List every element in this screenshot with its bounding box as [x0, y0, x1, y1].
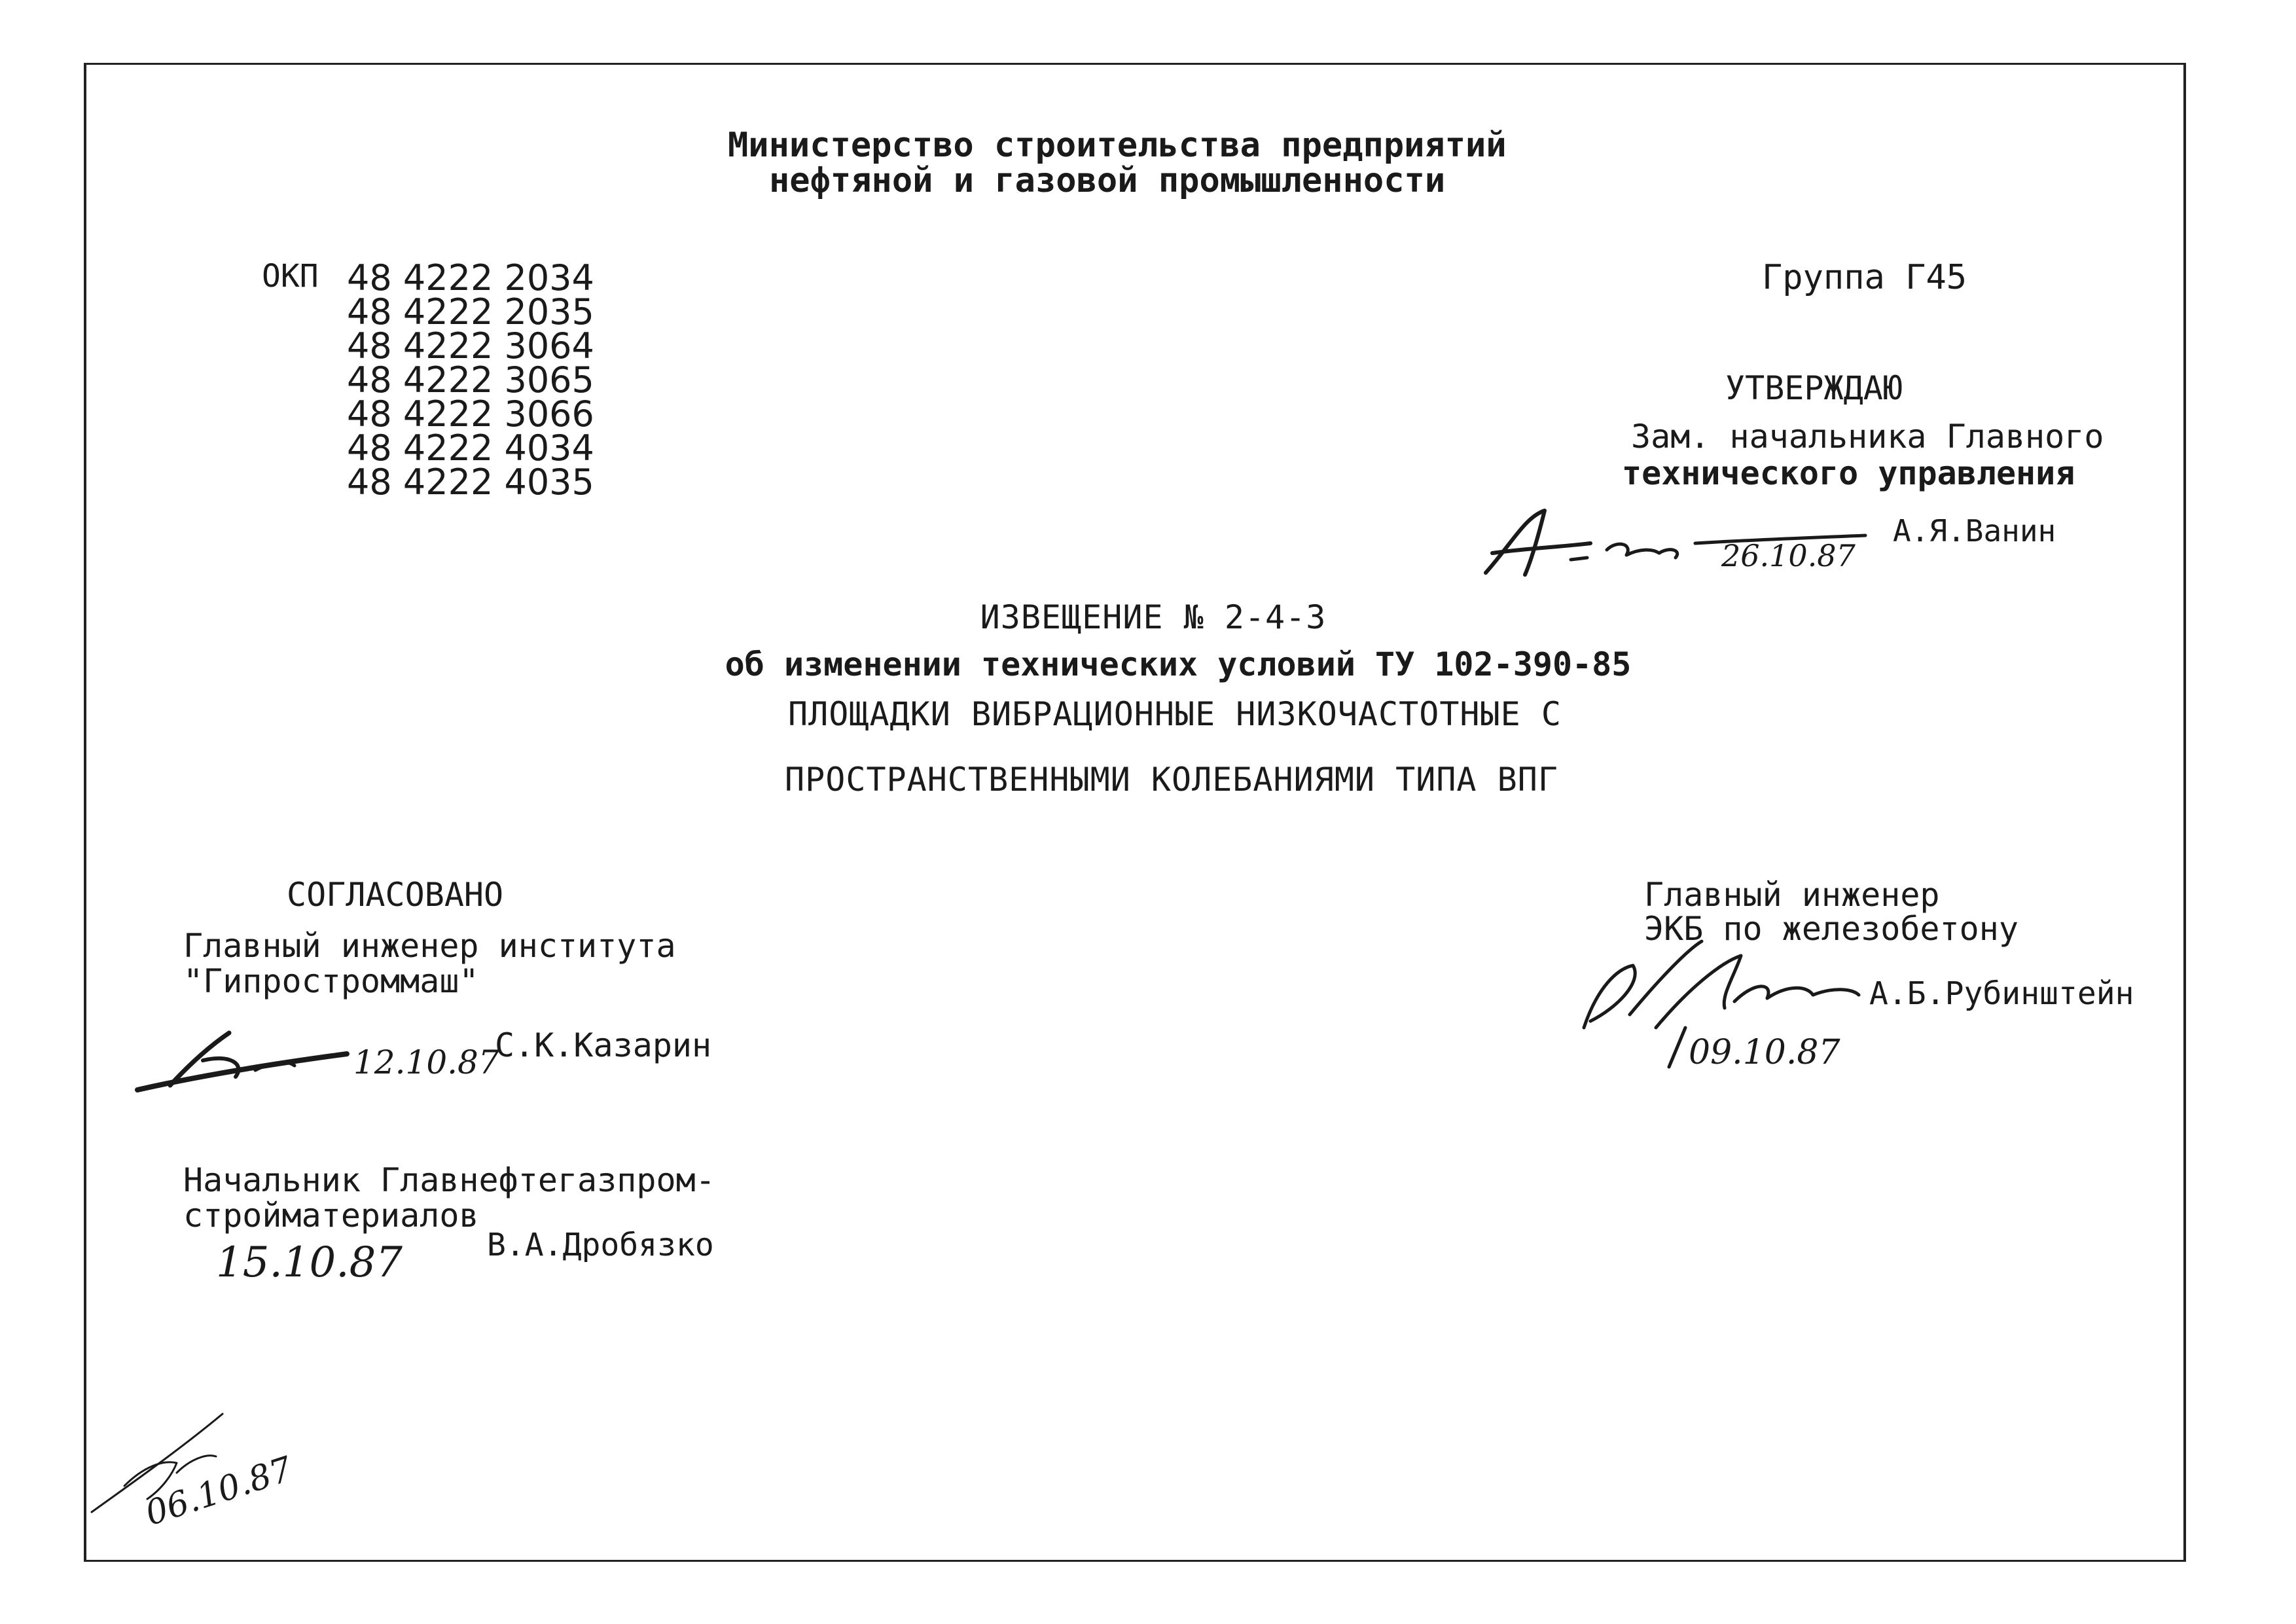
ministry-line-1: Министерство строительства предприятий	[728, 126, 1507, 165]
approval-date: 26.10.87	[1721, 538, 1856, 573]
agreed-signature	[131, 1008, 499, 1100]
notice-number: ИЗВЕЩЕНИЕ № 2-4-3	[980, 598, 1327, 636]
approval-line-2: технического управления	[1622, 454, 2075, 492]
notice-subject: об изменении технических условий ТУ 102-390-85	[725, 645, 1632, 683]
chief-engineer-date: 09.10.87	[1689, 1033, 1840, 1072]
okp-code: 48 4222 2035	[347, 291, 594, 333]
agreed-line-2: "Гипростроммаш"	[183, 962, 479, 1000]
chief-engineer-line-2: ЭКБ по железобетону	[1644, 910, 2018, 948]
okp-code: 48 4222 4034	[347, 427, 594, 469]
chief-engineer-name: А.Б.Рубинштейн	[1869, 975, 2134, 1012]
okp-code: 48 4222 3064	[347, 325, 594, 367]
okp-code: 48 4222 3066	[347, 393, 594, 435]
approval-signature	[1473, 497, 1905, 583]
ministry-line-2: нефтяной и газовой промышленности	[769, 161, 1446, 200]
approval-title: УТВЕРЖДАЮ	[1725, 369, 1903, 407]
okp-label: ОКП	[262, 258, 319, 295]
chief-engineer-line-1: Главный инженер	[1644, 876, 1940, 914]
group-code: Группа Г45	[1762, 258, 1967, 297]
okp-code: 48 4222 4035	[347, 461, 594, 503]
agreed-title: СОГЛАСОВАНО	[287, 876, 504, 914]
chief-engineer-signature	[1571, 929, 1885, 1074]
corner-note-date: 06.10.87	[141, 1449, 297, 1534]
approval-line-1: Зам. начальника Главного	[1631, 418, 2104, 456]
agreed-name: С.К.Казарин	[495, 1026, 712, 1064]
corner-handwritten-note	[85, 1401, 301, 1532]
head-name: В.А.Дробязко	[487, 1227, 714, 1263]
product-name-line-1: ПЛОЩАДКИ ВИБРАЦИОННЫЕ НИЗКОЧАСТОТНЫЕ С	[788, 695, 1562, 733]
product-name-line-2: ПРОСТРАНСТВЕННЫМИ КОЛЕБАНИЯМИ ТИПА ВПГ	[785, 761, 1558, 799]
head-line-1: Начальник Главнефтегазпром-	[183, 1161, 715, 1199]
approval-name: А.Я.Ванин	[1893, 513, 2056, 549]
agreed-line-1: Главный инженер института	[183, 927, 676, 965]
okp-code: 48 4222 2034	[347, 257, 594, 298]
agreed-date: 12.10.87	[353, 1043, 499, 1081]
head-line-2: стройматериалов	[183, 1197, 479, 1235]
head-date-handwritten	[209, 1231, 406, 1296]
head-date: 15.10.87	[216, 1238, 403, 1287]
okp-code: 48 4222 3065	[347, 359, 594, 401]
